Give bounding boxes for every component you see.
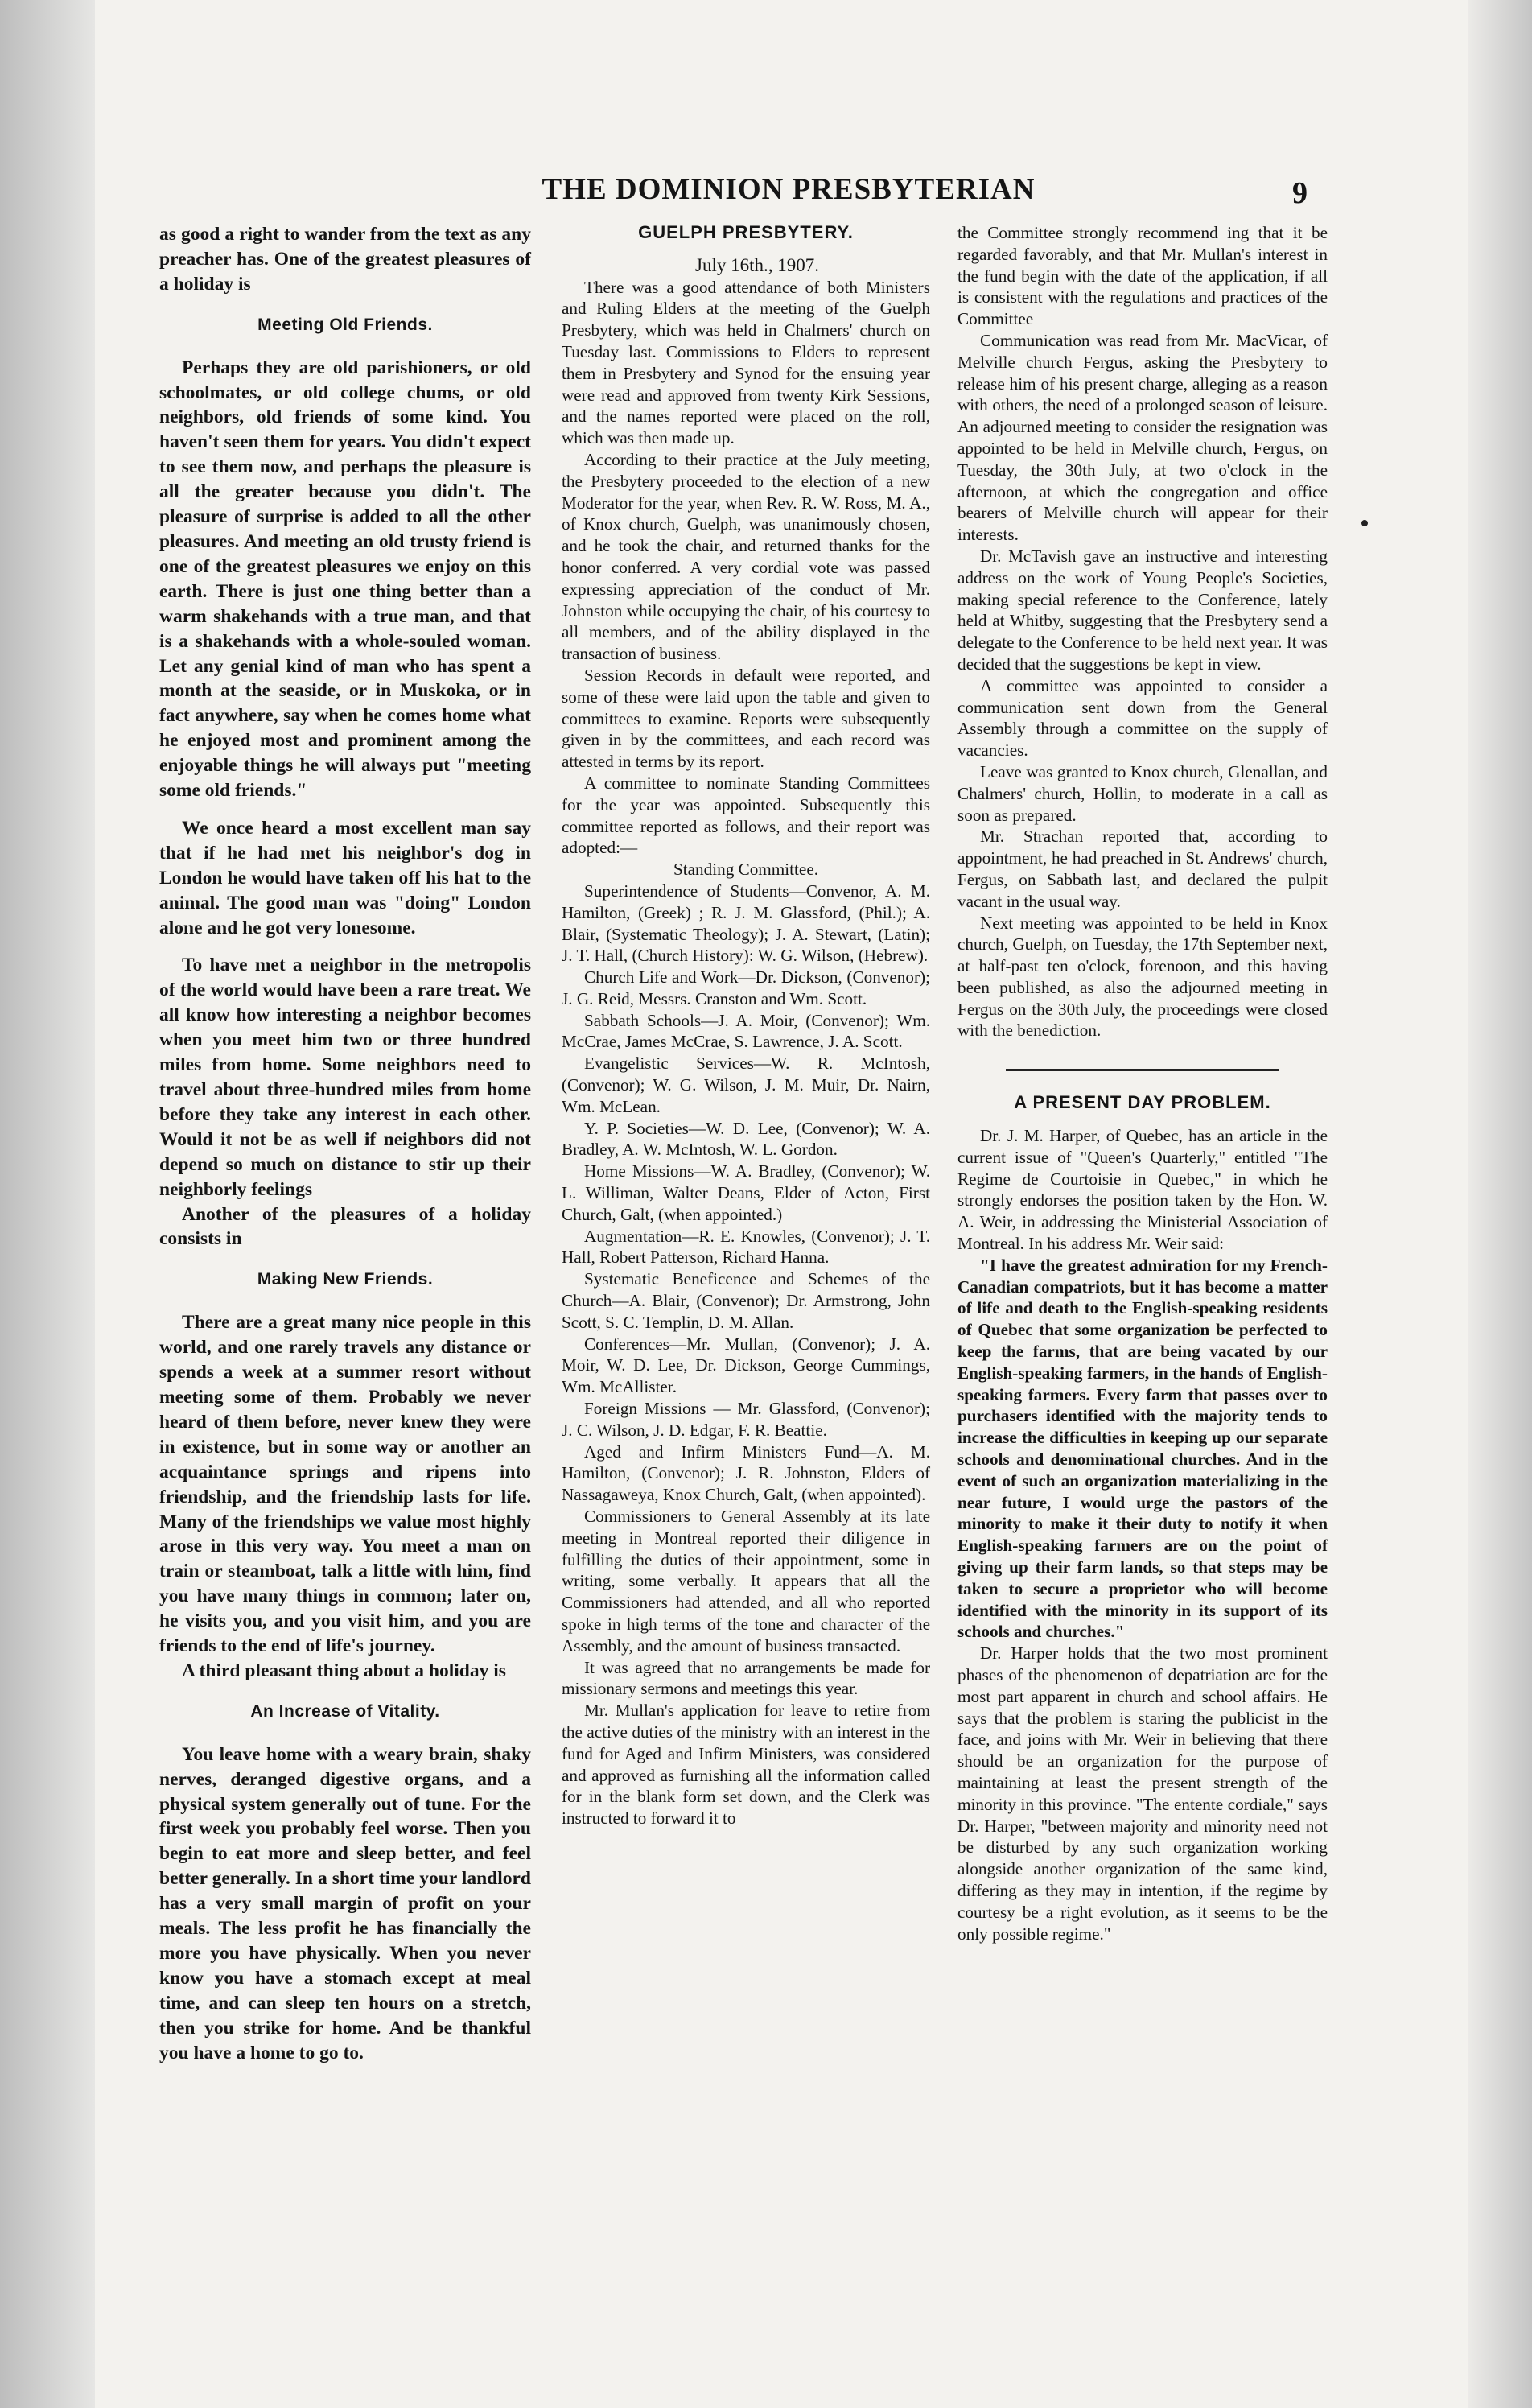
paragraph: Church Life and Work—Dr. Dickson, (Convenor); J. G. Reid, Messrs. Cranston and Wm. Scott.: [562, 967, 930, 1008]
paragraph: Home Missions—W. A. Bradley, (Convenor); W. L. Williman, Walter Deans, Elder of Acton, First Church, Galt, (when appointed.): [562, 1161, 930, 1224]
paragraph: Aged and Infirm Ministers Fund—A. M. Hamilton, (Convenor); J. R. Johnston, Elders of Nassagaweya, Knox Church, Galt, (when appointed).: [562, 1441, 930, 1505]
section-divider: [1006, 1069, 1279, 1071]
paragraph: the Committee strongly recommend ing that it be regarded favorably, and that Mr. Mullan's interest in the fund begin with the date of the application, if all is consistent with the regulations and practices of the Committee: [958, 223, 1328, 329]
paragraph: Another of the pleasures of a holiday consists in: [159, 1203, 531, 1250]
paragraph: To have met a neighbor in the metropolis of the world would have been a rare treat. We all know how interesting a neighbor becomes when you meet him two or three hundred miles from home. Some neighbors need to travel about three-hundred miles from home before they take any interest in each other. Would it not be as well if neighbors did not depend so much on distance to stir up their neighborly feelings: [159, 955, 531, 1200]
paragraph: A committee was appointed to consider a communication sent down from the General Assembly through a committee on the supply of vacancies.: [958, 675, 1328, 761]
column-2: [562, 222, 930, 1829]
paragraph: Perhaps they are old parishioners, or old schoolmates, or old college chums, or old neighbors, old friends of some kind. You haven't seen them for years. You didn't expect to see them now, and perhaps the pleasure is all the greater because you didn't. The pleasure of surprise is added to all the other pleasures. And meeting an old trusty friend is one of the greatest pleasures we enjoy on this earth. There is just one thing better than a warm shakehands with a true man, and that is a shakehands with a whole-souled woman. Let any genial kind of man who has spent a month at the seaside, or in Muskoka, or in fact anywhere, say when he comes home what he enjoyed most and prominent among the enjoyable things he will always put "meeting some old friends.": [159, 357, 531, 802]
masthead: THE DOMINION PRESBYTERIAN: [542, 173, 1036, 206]
column-3: [958, 222, 1328, 1944]
paragraph: Dr. J. M. Harper, of Quebec, has an article in the current issue of "Queen's Quarterly," entitled "The Regime de Courtoisie in Quebec," in which he strongly endorses the position taken by the Hon. W. A. Weir, in addressing the Ministerial Association of Montreal. In his address Mr. Weir said:: [958, 1126, 1328, 1254]
paragraph: Conferences—Mr. Mullan, (Convenor); J. A. Moir, W. D. Lee, Dr. Dickson, George Cummings, Wm. McAllister.: [562, 1334, 930, 1397]
article-date: July 16th., 1907.: [695, 254, 819, 275]
paragraph: Dr. Harper holds that the two most prominent phases of the phenomenon of depatriation are for the most part apparent in church and school affairs. He says that the problem is staring the publicist in the face, and joins with Mr. Weir in believing that there should be an organization for the purpose of maintaining at least the present strength of the minority in this province. "The entente cordiale," says Dr. Harper, "between majority and minority need not be disturbed by any such organization working alongside another organization of the same kind, differing as they may in intention, if the regime by courtesy be a right evolution, as it seems to be the only possible regime.": [958, 1643, 1328, 1944]
article-title: A PRESENT DAY PROBLEM.: [1014, 1092, 1271, 1113]
page-number: 9: [1292, 176, 1308, 210]
paragraph: Systematic Beneficence and Schemes of the Church—A. Blair, (Convenor); Dr. Armstrong, John Scott, S. C. Templin, D. M. Allan.: [562, 1269, 930, 1332]
page-left-edge: [0, 0, 95, 2408]
paragraph: Mr. Mullan's application for leave to retire from the active duties of the ministry with an interest in the fund for Aged and Infirm Ministers, was considered and approved as furnishing all the information called for in the blank form set down, and the Clerk was instructed to forward it to: [562, 1701, 930, 1829]
section-heading: Meeting Old Friends.: [257, 315, 433, 334]
paragraph: Sabbath Schools—J. A. Moir, (Convenor); Wm. McCrae, James McCrae, S. Lawrence, J. A. Scott.: [562, 1010, 930, 1052]
paragraph: Mr. Strachan reported that, according to appointment, he had preached in St. Andrews' church, Fergus, on Sabbath last, and declared the pulpit vacant in the usual way.: [958, 827, 1328, 911]
paragraph: Leave was granted to Knox church, Glenallan, and Chalmers' church, Hollin, to moderate in a call as soon as prepared.: [958, 761, 1328, 825]
paragraph: We once heard a most excellent man say that if he had met his neighbor's dog in London he would have taken off his hat to the animal. The good man was "doing" London alone and he got very lonesome.: [159, 817, 531, 938]
paragraph: It was agreed that no arrangements be made for missionary sermons and meetings this year.: [562, 1657, 930, 1699]
section-heading: Making New Friends.: [257, 1270, 434, 1289]
margin-mark: [1361, 520, 1368, 526]
paragraph: Augmentation—R. E. Knowles, (Convenor); J. T. Hall, Robert Patterson, Richard Hanna.: [562, 1226, 930, 1268]
paragraph: You leave home with a weary brain, shaky nerves, deranged digestive organs, and a physical system generally out of tune. For the first week you probably feel worse. Then you begin to eat more and sleep better, and feel better generally. In a short time your landlord has a very small margin of profit on your meals. The less profit he has financially the more you have physically. When you never know you have a stomach except at meal time, and can sleep ten hours on a stretch, then you strike for home. And be thankful you have a home to go to.: [159, 1743, 531, 2064]
paragraph: as good a right to wander from the text as any preacher has. One of the greatest pleasures of a holiday is: [159, 224, 531, 295]
paragraph: There was a good attendance of both Ministers and Ruling Elders at the meeting of the Guelph Presbytery, which was held in Chalmers' church on Tuesday last. Commissions to Elders to represent them in Presbytery and Synod for the ensuing year were read and approved from twenty Kirk Sessions, and the names reported were placed on the roll, which was then made up.: [562, 277, 930, 448]
paragraph: Superintendence of Students—Convenor, A. M. Hamilton, (Greek) ; R. J. M. Glassford, (Phil.); A. Blair, (Systematic Theology); J. A. Stewart, (Latin); J. T. Hall, (Church History): W. G. Wilson, (Hebrew).: [562, 880, 930, 966]
paragraph: Y. P. Societies—W. D. Lee, (Convenor); W. A. Bradley, A. W. McIntosh, W. L. Gordon.: [562, 1118, 930, 1160]
paragraph: Dr. McTavish gave an instructive and interesting address on the work of Young People's Societies, making special reference to the Conference, lately held at Whitby, suggesting that the Presbytery send a delegate to the Conference to be held next year. It was decided that the suggestions be kept in view.: [958, 546, 1328, 674]
paragraph: A committee to nominate Standing Committees for the year was appointed. Subsequently this committee reported as follows, and their report was adopted:—: [562, 773, 930, 858]
paragraph: Next meeting was appointed to be held in Knox church, Guelph, on Tuesday, the 17th September next, at half-past ten o'clock, forenoon, and this having been published, as also the adjourned meeting in Fergus on the 30th July, the proceedings were closed with the benediction.: [958, 913, 1328, 1041]
article-title: GUELPH PRESBYTERY.: [638, 222, 854, 242]
paragraph: A third pleasant thing about a holiday is: [182, 1660, 506, 1681]
paragraph: Session Records in default were reported, and some of these were laid upon the table and given to committees to examine. Reports were subsequently given in by the committees, and each record was attested in terms by its report.: [562, 665, 930, 772]
column-1: [159, 222, 531, 2066]
paragraph: Evangelistic Services—W. R. McIntosh, (Convenor); W. G. Wilson, J. M. Muir, Dr. Nairn, Wm. McLean.: [562, 1054, 930, 1116]
paragraph: According to their practice at the July meeting, the Presbytery proceeded to the election of a new Moderator for the year, when Rev. R. W. Ross, M. A., of Knox church, Guelph, was unanimously chosen, and he took the chair, and returned thanks for the honor conferred. A very cordial vote was passed expressing appreciation of the conduct of Mr. Johnston while occupying the chair, of his courtesy to all members, and of the ability displayed in the transaction of business.: [562, 449, 930, 664]
sub-heading: Standing Committee.: [673, 860, 819, 880]
paragraph: Foreign Missions — Mr. Glassford, (Convenor); J. C. Wilson, J. D. Edgar, F. R. Beattie.: [562, 1399, 930, 1440]
paragraph: Commissioners to General Assembly at its late meeting in Montreal reported their diligence in fulfilling the duties of their appointment, some in writing, some verbally. It appears that all the Commissioners had attended, and all who reported spoke in high terms of the tone and character of the Assembly, and the amount of business transacted.: [562, 1507, 930, 1656]
paragraph: Communication was read from Mr. MacVicar, of Melville church Fergus, asking the Presbytery to release him of his present charge, alleging as a reason with others, the need of a prolonged season of leisure. An adjourned meeting to consider the resignation was appointed to be held in Melville church, Fergus, on Tuesday, the 30th July, at two o'clock in the afternoon, at which the congregation and office bearers of Melville church will appear for their interests.: [958, 330, 1328, 545]
section-heading: An Increase of Vitality.: [250, 1701, 440, 1721]
quoted-speech: "I have the greatest admiration for my French-Canadian compatriots, but it has become a matter of life and death to the English-speaking residents of Quebec that some organization be perfected to keep the farms, that are being vacated by our English-speaking farmers, in the hands of English-speaking farmers. Every farm that passes over to purchasers identified with the majority tends to increase the difficulties in keeping up our separate schools and denominational churches. And in the event of such an organization materializing in the near future, I would urge the pastors of the minority to make it their duty to notify it when English-speaking farmers are on the point of giving up their farm lands, so that steps may be taken to secure a proprietor who will become identified with the minority in its support of its schools and churches.": [958, 1255, 1328, 1642]
paragraph: There are a great many nice people in this world, and one rarely travels any distance or spends a week at a summer resort without meeting some of them. Probably we never heard of them before, never knew they were in existence, but in some way or another an acquaintance springs and ripens into friendship, and the friendship lasts for life. Many of the friendships we value most highly arose in this very way. You meet a man on train or steamboat, talk a little with him, find you have many things in common; later on, he visits you, and you visit him, and you are friends to the end of life's journey.: [159, 1312, 531, 1657]
page-right-edge: [1468, 0, 1532, 2408]
